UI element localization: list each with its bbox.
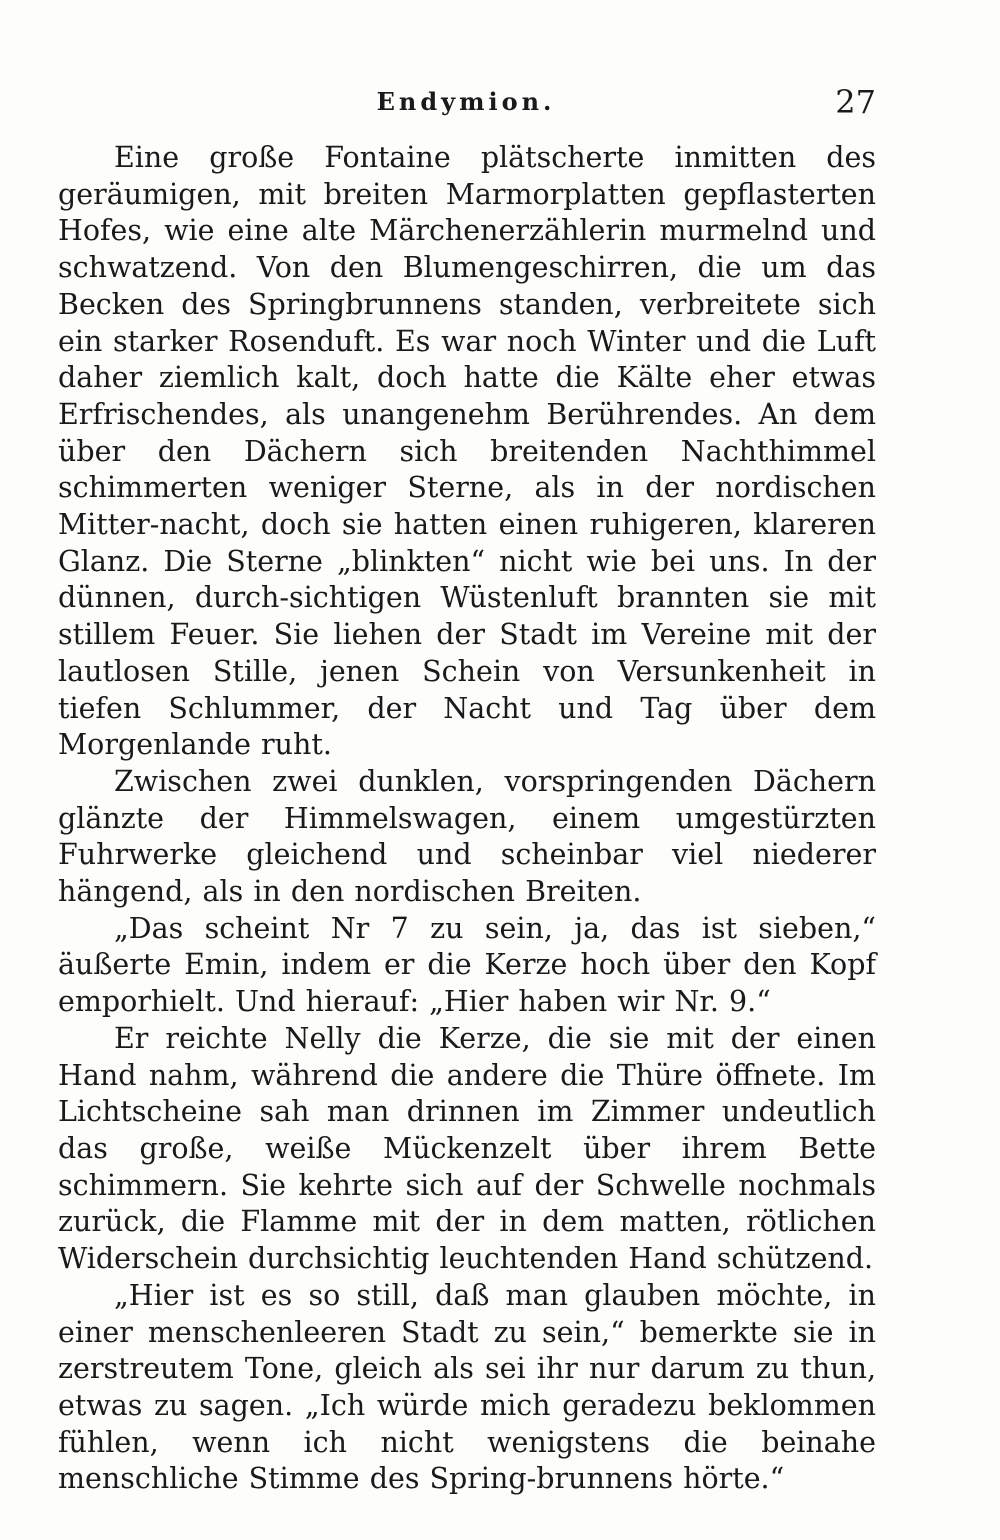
text-body bbox=[58, 140, 876, 1498]
paragraph-5: „Hier ist es so still, daß man glauben möchte, in einer menschenleeren Stadt zu sein,“ bemerkte sie in zerstreutem Tone, gleich als sei ihr nur darum zu thun, etwas zu sagen. „Ich würde mich geradezu beklommen fühlen, wenn ich nicht wenigstens die beinahe menschliche Stimme des Spring-brunnens hörte.“ bbox=[58, 1278, 876, 1496]
running-head bbox=[56, 82, 876, 122]
page-number: 27 bbox=[835, 83, 876, 121]
paragraph-4: Er reichte Nelly die Kerze, die sie mit der einen Hand nahm, während die andere die Thüre öffnete. Im Lichtscheine sah man drinnen im Zimmer undeutlich das große, weiße Mückenzelt über ihrem Bette schimmern. Sie kehrte sich auf der Schwelle nochmals zurück, die Flamme mit der in dem matten, rötlichen Widerschein durchsichtig leuchtenden Hand schützend. bbox=[58, 1021, 876, 1276]
running-title: Endymion. bbox=[376, 87, 556, 116]
paragraph-1: Eine große Fontaine plätscherte inmitten des geräumigen, mit breiten Marmorplatten gepflasterten Hofes, wie eine alte Märchenerzählerin murmelnd und schwatzend. Von den Blumengeschirren, die um das Becken des Springbrunnens standen, verbreitete sich ein starker Rosenduft. Es war noch Winter und die Luft daher ziemlich kalt, doch hatte die Kälte eher etwas Erfrischendes, als unangenehm Berührendes. An dem über den Dächern sich breitenden Nachthimmel schimmerten weniger Sterne, als in der nordischen Mitter-nacht, doch sie hatten einen ruhigeren, klareren Glanz. Die Sterne „blinkten“ nicht wie bei uns. In der dünnen, durch-sichtigen Wüstenluft brannten sie mit stillem Feuer. Sie liehen der Stadt im Vereine mit der lautlosen Stille, jenen Schein von Versunkenheit in tiefen Schlummer, der Nacht und Tag über dem Morgenlande ruht. bbox=[58, 141, 876, 762]
paragraph-2: Zwischen zwei dunklen, vorspringenden Dächern glänzte der Himmelswagen, einem umgestürzten Fuhrwerke gleichend und scheinbar viel niederer hängend, als in den nordischen Breiten. bbox=[58, 764, 876, 909]
paragraph-3: „Das scheint Nr 7 zu sein, ja, das ist sieben,“ äußerte Emin, indem er die Kerze hoch über den Kopf emporhielt. Und hierauf: „Hier haben wir Nr. 9.“ bbox=[58, 911, 876, 1019]
